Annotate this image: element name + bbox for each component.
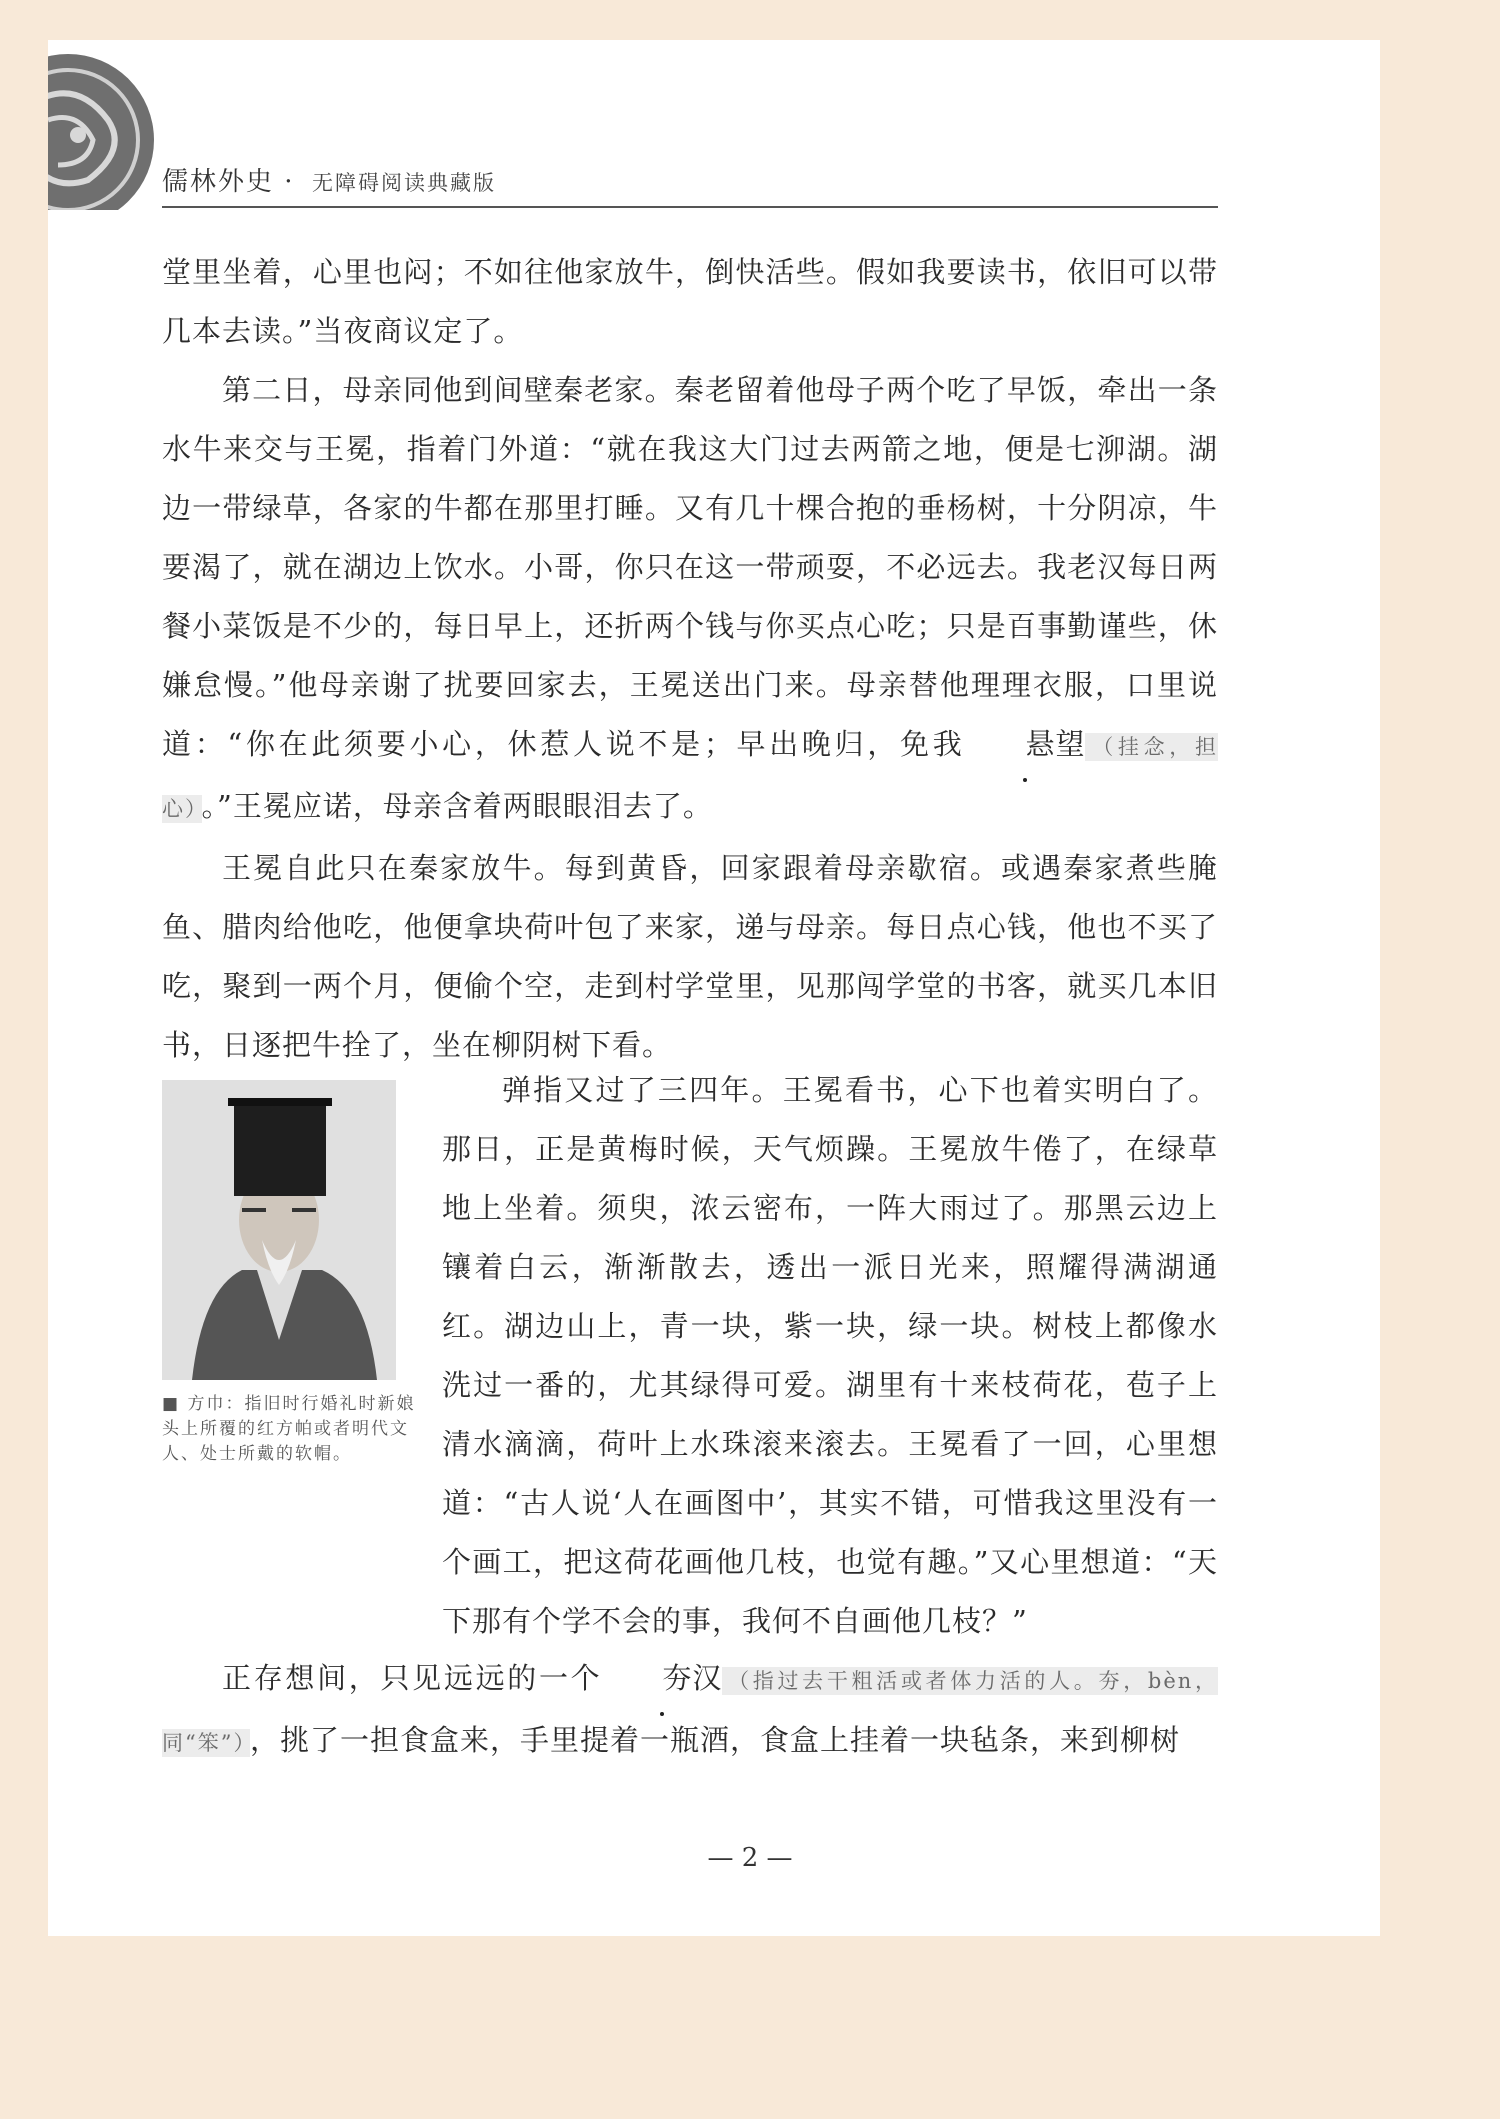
book-title: 儒林外史 · <box>162 167 295 197</box>
portrait-image <box>162 1080 396 1380</box>
annotation: （挂念，担心） <box>162 735 1219 821</box>
annotation: （指过去干粗活或者体力活的人。夯，bèn，同“笨”） <box>162 1669 1218 1755</box>
paragraph: 第二日，母亲同他到间壁秦老家。秦老留着他母子两个吃了早饭，牵出一条水牛来交与王冕，指着门外道：“就在我这大门过去两箭之地，便是七泖湖。湖边一带绿草，各家的牛都在那里打睡。又有几十棵合抱的垂杨树，十分阴凉，牛要渴了，就在湖边上饮水。小哥，你只在这一带顽耍，不必远去。我老汉每日两餐小菜饭是不少的，每日早上，还折两个钱与你买点心吃；只是百事勤谨些，休嫌怠慢。”他母亲谢了扰要回家去，王冕送出门来。母亲替他理理衣服，口里说道：“你在此须要小心，休惹人说不是；早出晚归，免我 悬望 （挂念，担心） 。”王冕应诺，母亲含着两眼眼泪去了。 <box>162 373 1219 823</box>
figure-caption: ■ 方巾：指旧时行婚礼时新娘头上所覆的红方帕或者明代文人、处士所戴的软帽。 <box>162 1394 416 1464</box>
paragraph: 堂里坐着，心里也闷；不如往他家放牛，倒快活些。假如我要读书，依旧可以带几本去读。”当夜商议定了。 <box>162 255 1218 348</box>
running-head <box>162 162 1218 208</box>
seal-ornament <box>48 40 158 210</box>
dotted-term: 夯汉 <box>602 1649 722 1708</box>
paragraph: 王冕自此只在秦家放牛。每到黄昏，回家跟着母亲歇宿。或遇秦家煮些腌鱼、腊肉给他吃，他便拿块荷叶包了来家，递与母亲。每日点心钱，他也不买了吃，聚到一两个月，便偷个空，走到村学堂里，见那闯学堂的书客，就买几本旧书，日逐把牛拴了，坐在柳阴树下看。 <box>162 851 1218 1062</box>
paragraph: 正存想间，只见远远的一个 夯汉 （指过去干粗活或者体力活的人。夯，bèn，同“笨”） ，挑了一担食盒来，手里提着一瓶酒，食盒上挂着一块毡条，来到柳树 <box>162 1649 1218 1773</box>
dotted-term: 悬望 <box>965 715 1085 774</box>
edition-label: 无障碍阅读典藏版 <box>312 171 496 195</box>
wrapped-text <box>442 1061 1218 1651</box>
text-block-2 <box>162 1649 1218 1773</box>
text-block-1 <box>162 243 1218 1075</box>
paragraph: 弹指又过了三四年。王冕看书，心下也着实明白了。那日，正是黄梅时候，天气烦躁。王冕放牛倦了，在绿草地上坐着。须臾，浓云密布，一阵大雨过了。那黑云边上镶着白云，渐渐散去，透出一派日光来，照耀得满湖通红。湖边山上，青一块，紫一块，绿一块。树枝上都像水洗过一番的，尤其绿得可爱。湖里有十来枝荷花，苞子上清水滴滴，荷叶上水珠滚来滚去。王冕看了一回，心里想道：“古人说‘人在画图中’，其实不错，可惜我这里没有一个画工，把这荷花画他几枝，也觉有趣。”又心里想道：“天下那有个学不会的事，我何不自画他几枝？” <box>442 1073 1218 1638</box>
page-number: — 2 — <box>707 1843 793 1873</box>
